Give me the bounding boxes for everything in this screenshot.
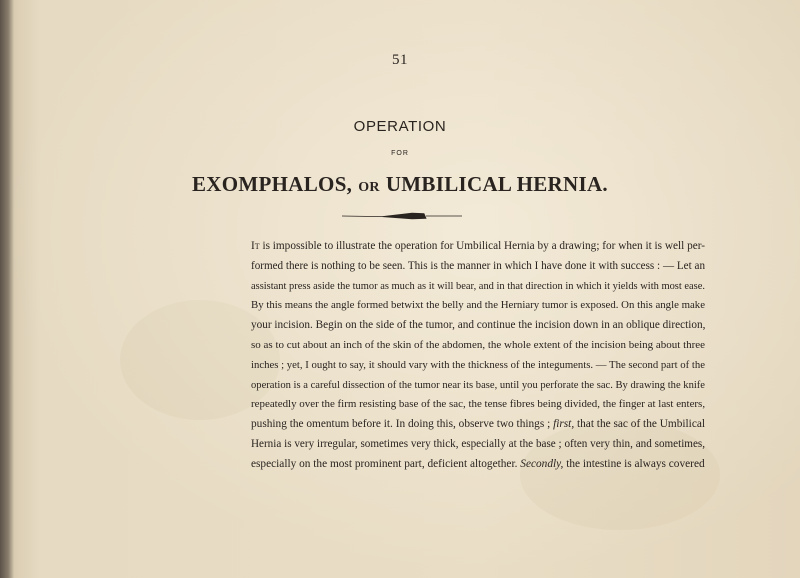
body-line-text: inches ; yet, I ought to say, it should vary with the thickness of the integuments. — The second part of the <box>251 358 705 371</box>
body-line <box>251 435 705 455</box>
body-line <box>251 296 705 316</box>
body-line-text: assistant press aside the tumor as much as it will bear, and in that direction in which it yields with most ease. <box>251 280 705 292</box>
page-subtitle <box>0 172 800 197</box>
body-line-text: so as to cut about an inch of the skin of the abdomen, the whole extent of the incision being about three <box>251 338 705 351</box>
body-line <box>251 395 705 415</box>
body-line <box>251 356 705 376</box>
subtitle-part-2: UMBILICAL HERNIA. <box>385 172 608 196</box>
page-number: 51 <box>392 52 408 68</box>
body-line <box>251 455 705 475</box>
body-line-text: pushing the omentum before it. In doing this, observe two things ; <box>251 418 554 431</box>
body-line-text: your incision. Begin on the side of the tumor, and continue the incision down in an oblique direction, <box>251 319 706 332</box>
body-line <box>251 316 705 336</box>
emphasized-word: Secondly, <box>520 457 564 470</box>
decorative-rule <box>342 212 462 220</box>
body-line-text: the intestine is always covered <box>563 457 705 470</box>
body-line <box>251 237 705 257</box>
emphasized-word: first, <box>553 418 575 431</box>
body-line-text: By this means the angle formed betwixt the belly and the Herniary tumor is exposed. On this angle make <box>251 299 705 312</box>
body-line <box>251 257 705 277</box>
body-line <box>251 376 705 396</box>
drop-lead-word: It <box>251 240 260 252</box>
for-label: FOR <box>391 150 409 157</box>
body-line <box>251 336 705 356</box>
body-line-text: repeatedly over the firm resisting base of the sac, the tense fibres being divided, the finger at last enters, <box>251 398 706 411</box>
body-line-text: that the sac of the Umbilical <box>574 418 706 431</box>
book-spine-shadow <box>0 0 14 578</box>
subtitle-or-word: OR <box>358 180 380 195</box>
body-line-text: Hernia is very irregular, sometimes very thick, especially at the base ; often very thin, and sometimes, <box>251 437 705 450</box>
body-paragraph <box>251 237 705 475</box>
body-line-text: is impossible to illustrate the operation for Umbilical Hernia by a drawing; for when it is well per- <box>259 240 705 252</box>
body-line-text: operation is a careful dissection of the tumor near its base, until you perforate the sac. By drawing the knife <box>251 379 705 391</box>
body-line-text: formed there is nothing to be seen. This is the manner in which I have done it with success : — Let an <box>251 259 705 272</box>
body-line-text: especially on the most prominent part, deficient altogether. <box>251 457 521 470</box>
body-line <box>251 277 705 297</box>
body-line <box>251 415 705 435</box>
subtitle-part-1: EXOMPHALOS, <box>192 172 353 196</box>
page-title: OPERATION <box>353 118 447 135</box>
